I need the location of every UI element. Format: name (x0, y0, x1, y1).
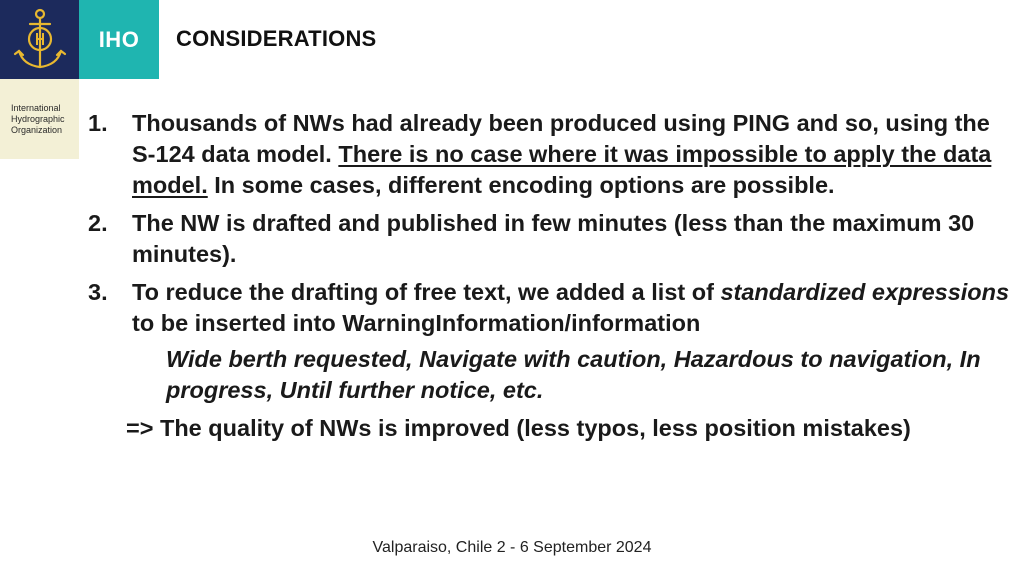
item-number: 1. (88, 110, 108, 136)
conclusion-text: => The quality of NWs is improved (less typos, less position mistakes) (126, 415, 911, 441)
list-item (88, 208, 1013, 270)
iho-emblem-icon (11, 7, 69, 73)
slide-footer: Valparaiso, Chile 2 - 6 September 2024 (372, 539, 652, 556)
item-text: Thousands of NWs had already been produced using PING and so, using the S-124 data model. (132, 110, 990, 167)
item-number: 3. (88, 279, 108, 305)
iho-logo-organization-name (0, 79, 79, 159)
iho-logo-emblem (0, 0, 79, 79)
item-text: To reduce the drafting of free text, we added a list of (132, 279, 721, 305)
standardized-expressions-examples: Wide berth requested, Navigate with caution, Hazardous to navigation, In progress, Until further notice, etc. (166, 346, 981, 403)
item-italic-text: standardized expressions (720, 279, 1010, 305)
item-number: 2. (88, 210, 108, 236)
item-text: In some cases, different encoding options are possible. (207, 172, 835, 198)
org-name-line: Hydrographic (11, 114, 65, 124)
org-name-line: Organization (11, 125, 63, 135)
slide-title: CONSIDERATIONS (176, 26, 377, 51)
item-text: The NW is drafted and published in few minutes (less than the maximum 30 minutes). (132, 210, 975, 267)
item-underlined-text: There is no case where it was impossible to apply the data model. (132, 141, 992, 198)
list-item (88, 277, 1013, 339)
list-item (88, 108, 1013, 201)
org-name-line: International (11, 103, 61, 113)
item-text: to be inserted into WarningInformation/information (132, 310, 701, 336)
iho-logo-acronym: IHO (79, 0, 159, 79)
slide-body (88, 108, 1013, 444)
